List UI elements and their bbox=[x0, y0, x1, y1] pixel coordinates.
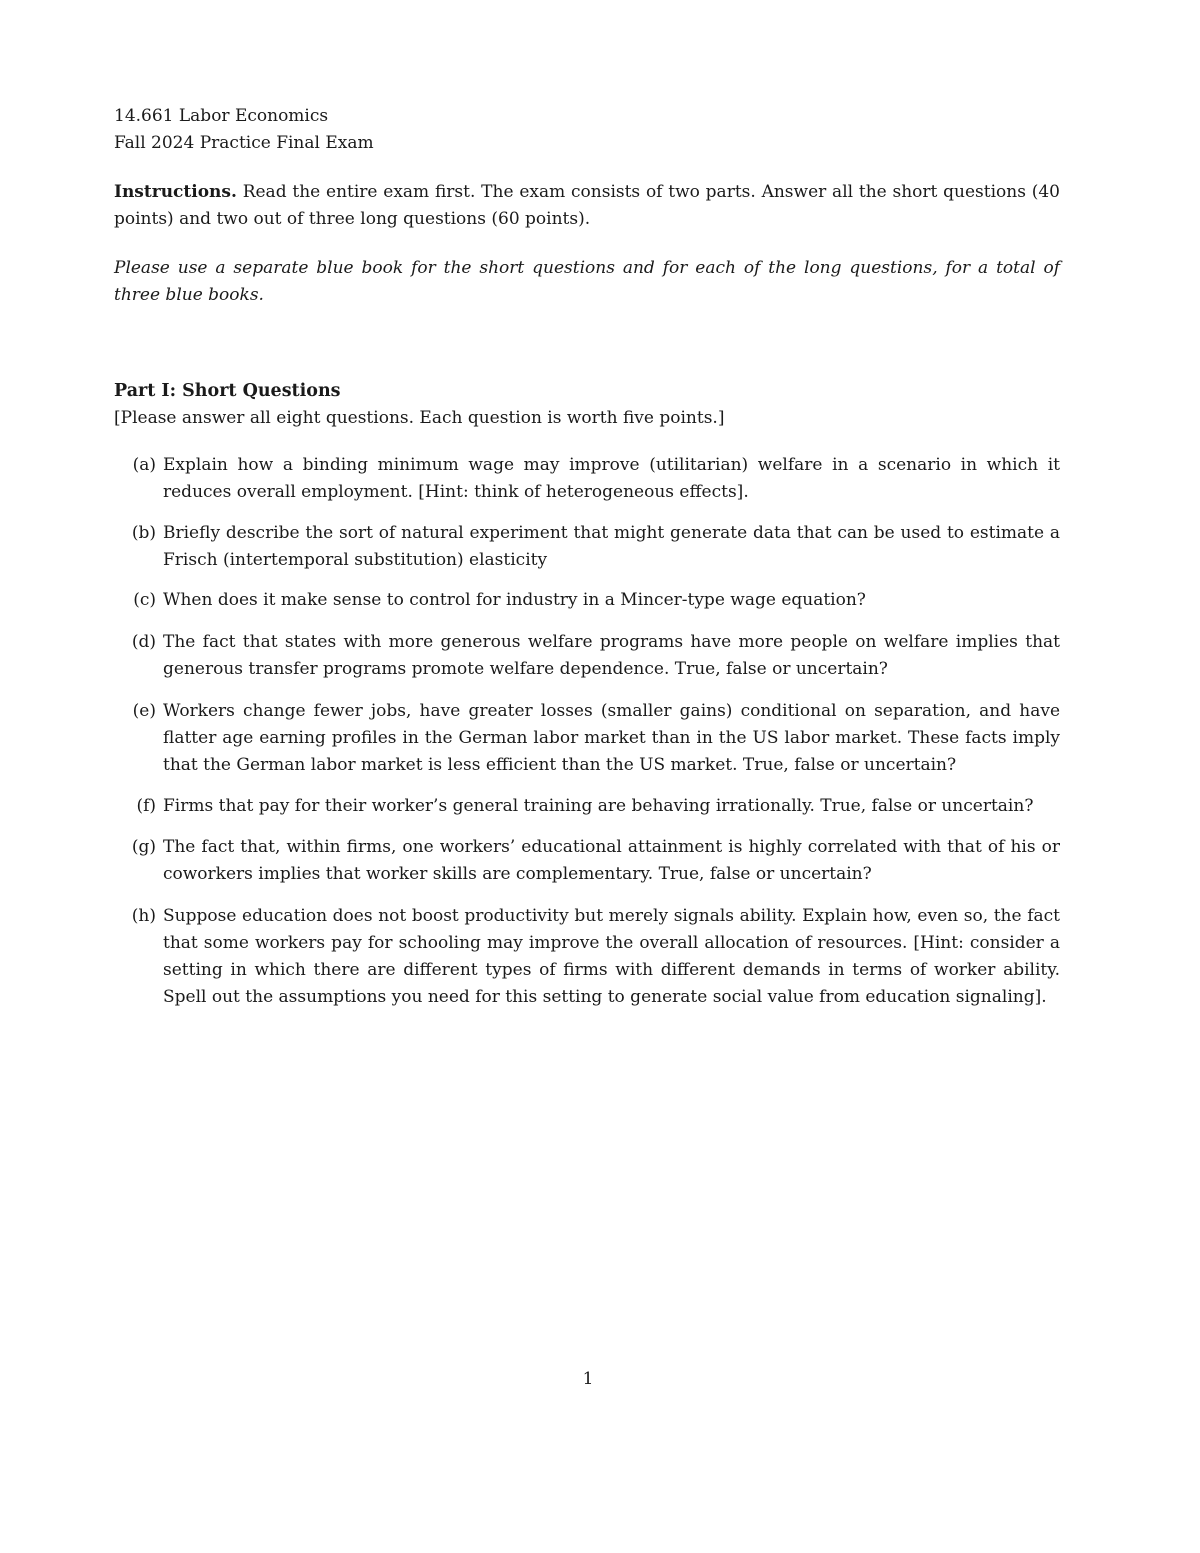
part-one-instruction: [Please answer all eight questions. Each question is worth five points.] bbox=[114, 408, 725, 428]
instructions-paragraph bbox=[114, 179, 1060, 233]
blue-book-note: Please use a separate blue book for the short questions and for each of the long questions, for a total of three blue books. bbox=[114, 258, 1060, 305]
question-label: (e) bbox=[132, 701, 156, 721]
question-label: (c) bbox=[133, 590, 156, 610]
question-label: (h) bbox=[131, 906, 156, 926]
instructions-text: Read the entire exam first. The exam consists of two parts. Answer all the short questions (40 points) and two out of three long questions (60 points). bbox=[114, 182, 1060, 229]
question-label: (d) bbox=[131, 632, 156, 652]
question-label: (b) bbox=[131, 523, 156, 543]
question-text: Workers change fewer jobs, have greater losses (smaller gains) conditional on separation, and have flatter age earning profiles in the German labor market than in the US labor market. These facts imply that the German labor market is less efficient than the US market. True, false or uncertain? bbox=[163, 701, 1060, 775]
course-title: 14.661 Labor Economics bbox=[114, 106, 329, 126]
instructions-label: Instructions. bbox=[114, 182, 237, 202]
question-label: (f) bbox=[136, 796, 156, 816]
exam-title: Fall 2024 Practice Final Exam bbox=[114, 133, 374, 153]
question-text: The fact that, within firms, one workers’ educational attainment is highly correlated with that of his or coworkers implies that worker skills are complementary. True, false or uncertain? bbox=[163, 837, 1060, 884]
question-text: The fact that states with more generous welfare programs have more people on welfare implies that generous transfer programs promote welfare dependence. True, false or uncertain? bbox=[163, 632, 1060, 679]
question-text: Briefly describe the sort of natural experiment that might generate data that can be used to estimate a Frisch (intertemporal substitution) elasticity bbox=[163, 523, 1060, 570]
question-text: Firms that pay for their worker’s general training are behaving irrationally. True, false or uncertain? bbox=[163, 796, 1034, 816]
question-label: (g) bbox=[131, 837, 156, 857]
part-one-heading: Part I: Short Questions bbox=[114, 381, 341, 401]
question-label: (a) bbox=[132, 455, 156, 475]
page-number: 1 bbox=[582, 1369, 594, 1389]
question-text: Suppose education does not boost productivity but merely signals ability. Explain how, even so, the fact that some workers pay for schooling may improve the overall allocation of resources. [Hint: consider a setting in which there are different types of firms with different demands in terms of worker ability. Spell out the assumptions you need for this setting to generate social value from education signaling]. bbox=[163, 906, 1060, 1007]
question-text: When does it make sense to control for industry in a Mincer-type wage equation? bbox=[163, 590, 866, 610]
question-text: Explain how a binding minimum wage may improve (utilitarian) welfare in a scenario in which it reduces overall employment. [Hint: think of heterogeneous effects]. bbox=[163, 455, 1060, 502]
